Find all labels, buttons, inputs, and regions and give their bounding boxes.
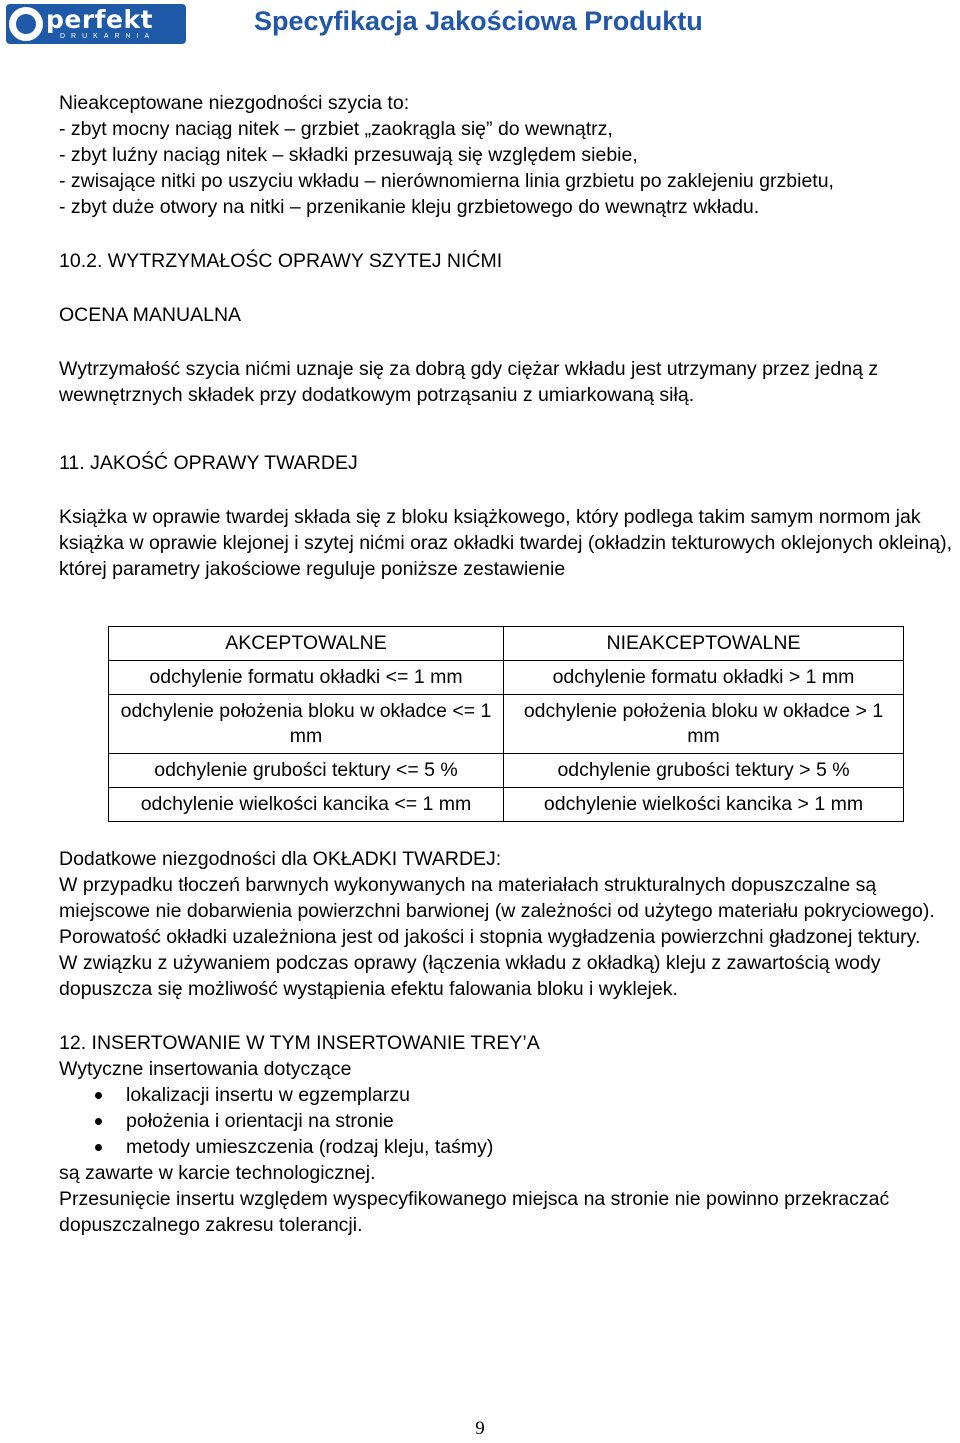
section-12-closing: Przesunięcie insertu względem wyspecyfikowanego miejsca na stronie nie powinno przekraczać dopuszczalnego zakresu tolerancji. — [59, 1188, 890, 1236]
table-cell: odchylenie wielkości kancika <= 1 mm — [109, 788, 504, 822]
section-10-2-subheading: OCENA MANUALNA — [59, 304, 242, 326]
defect-line: - zwisające nitki po uszyciu wkładu – nierównomierna linia grzbietu po zaklejeniu grzbietu, — [59, 170, 834, 192]
table-cell: odchylenie grubości tektury > 5 % — [504, 754, 904, 788]
section-12-after: są zawarte w karcie technologicznej. — [59, 1162, 376, 1184]
perfekt-logo — [6, 4, 186, 44]
section-10-2-heading: 10.2. WYTRZYMAŁOŚC OPRAWY SZYTEJ NIĆMI — [59, 250, 503, 272]
additional-defects-text: W przypadku tłoczeń barwnych wykonywanych na materiałach strukturalnych dopuszczalne są miejscowe nie dobarwienia powierzchni barwionej (w zależności od użytego materiału pokryciowego). Porowatość okładki uzależniona jest od jakości i stopnia wygładzenia powierzchni gładzonej tektury. — [59, 874, 935, 948]
table-cell: odchylenie formatu okładki <= 1 mm — [109, 661, 504, 695]
section-10-2-text: Wytrzymałość szycia nićmi uznaje się za dobrą gdy ciężar wkładu jest utrzymany przez jedną z wewnętrznych składek przy dodatkowym potrząsaniu z umiarkowaną siłą. — [59, 358, 879, 406]
table-header-acceptable: AKCEPTOWALNE — [109, 627, 504, 661]
hard-cover-quality-table — [108, 626, 904, 822]
section-12-heading: 12. INSERTOWANIE W TYM INSERTOWANIE TREY’A — [59, 1032, 540, 1054]
table-row — [109, 695, 904, 754]
table-cell: odchylenie grubości tektury <= 5 % — [109, 754, 504, 788]
defect-line: - zbyt luźny naciąg nitek – składki przesuwają się względem siebie, — [59, 144, 638, 166]
document-title: Specyfikacja Jakościowa Produktu — [254, 6, 703, 36]
table-cell: odchylenie położenia bloku w okładce <= 1 mm — [109, 695, 504, 754]
table-row — [109, 661, 904, 695]
table-cell: odchylenie formatu okładki > 1 mm — [504, 661, 904, 695]
defect-line: - zbyt mocny naciąg nitek – grzbiet „zaokrągla się” do wewnątrz, — [59, 118, 613, 140]
logo-text: perfekt — [46, 5, 154, 34]
section-11-heading: 11. JAKOŚĆ OPRAWY TWARDEJ — [59, 452, 358, 474]
defects-heading: Nieakceptowane niezgodności szycia to: — [59, 92, 410, 114]
logo-subtext: DRUKARNIA — [60, 33, 156, 40]
list-item: położenia i orientacji na stronie — [59, 1108, 959, 1134]
table-row — [109, 788, 904, 822]
document-body — [59, 90, 959, 1238]
table-header-unacceptable: NIEAKCEPTOWALNE — [504, 627, 904, 661]
list-item: lokalizacji insertu w egzemplarzu — [59, 1082, 959, 1108]
table-cell: odchylenie położenia bloku w okładce > 1 mm — [504, 695, 904, 754]
insert-guidelines-list — [59, 1082, 959, 1160]
table-row — [109, 754, 904, 788]
page-number: 9 — [475, 1418, 485, 1439]
section-11-text: Książka w oprawie twardej składa się z bloku książkowego, który podlega takim samym normom jak książka w oprawie klejonej i szytej nićmi oraz okładki twardej (okładzin tekturowych oklejonych okleiną), której parametry jakościowe reguluje poniższe zestawienie — [59, 506, 953, 580]
defect-line: - zbyt duże otwory na nitki – przenikanie kleju grzbietowego do wewnątrz wkładu. — [59, 196, 760, 218]
page-header — [0, 0, 960, 48]
section-12-intro: Wytyczne insertowania dotyczące — [59, 1058, 352, 1080]
logo-circle-icon — [9, 7, 43, 41]
table-header-row — [109, 627, 904, 661]
table-cell: odchylenie wielkości kancika > 1 mm — [504, 788, 904, 822]
additional-defects-text: W związku z używaniem podczas oprawy (łączenia wkładu z okładką) kleju z zawartością wody dopuszcza się możliwość wystąpienia efektu falowania bloku i wyklejek. — [59, 952, 881, 1000]
list-item: metody umieszczenia (rodzaj kleju, taśmy) — [59, 1134, 959, 1160]
additional-defects-heading: Dodatkowe niezgodności dla OKŁADKI TWARDEJ: — [59, 848, 502, 870]
